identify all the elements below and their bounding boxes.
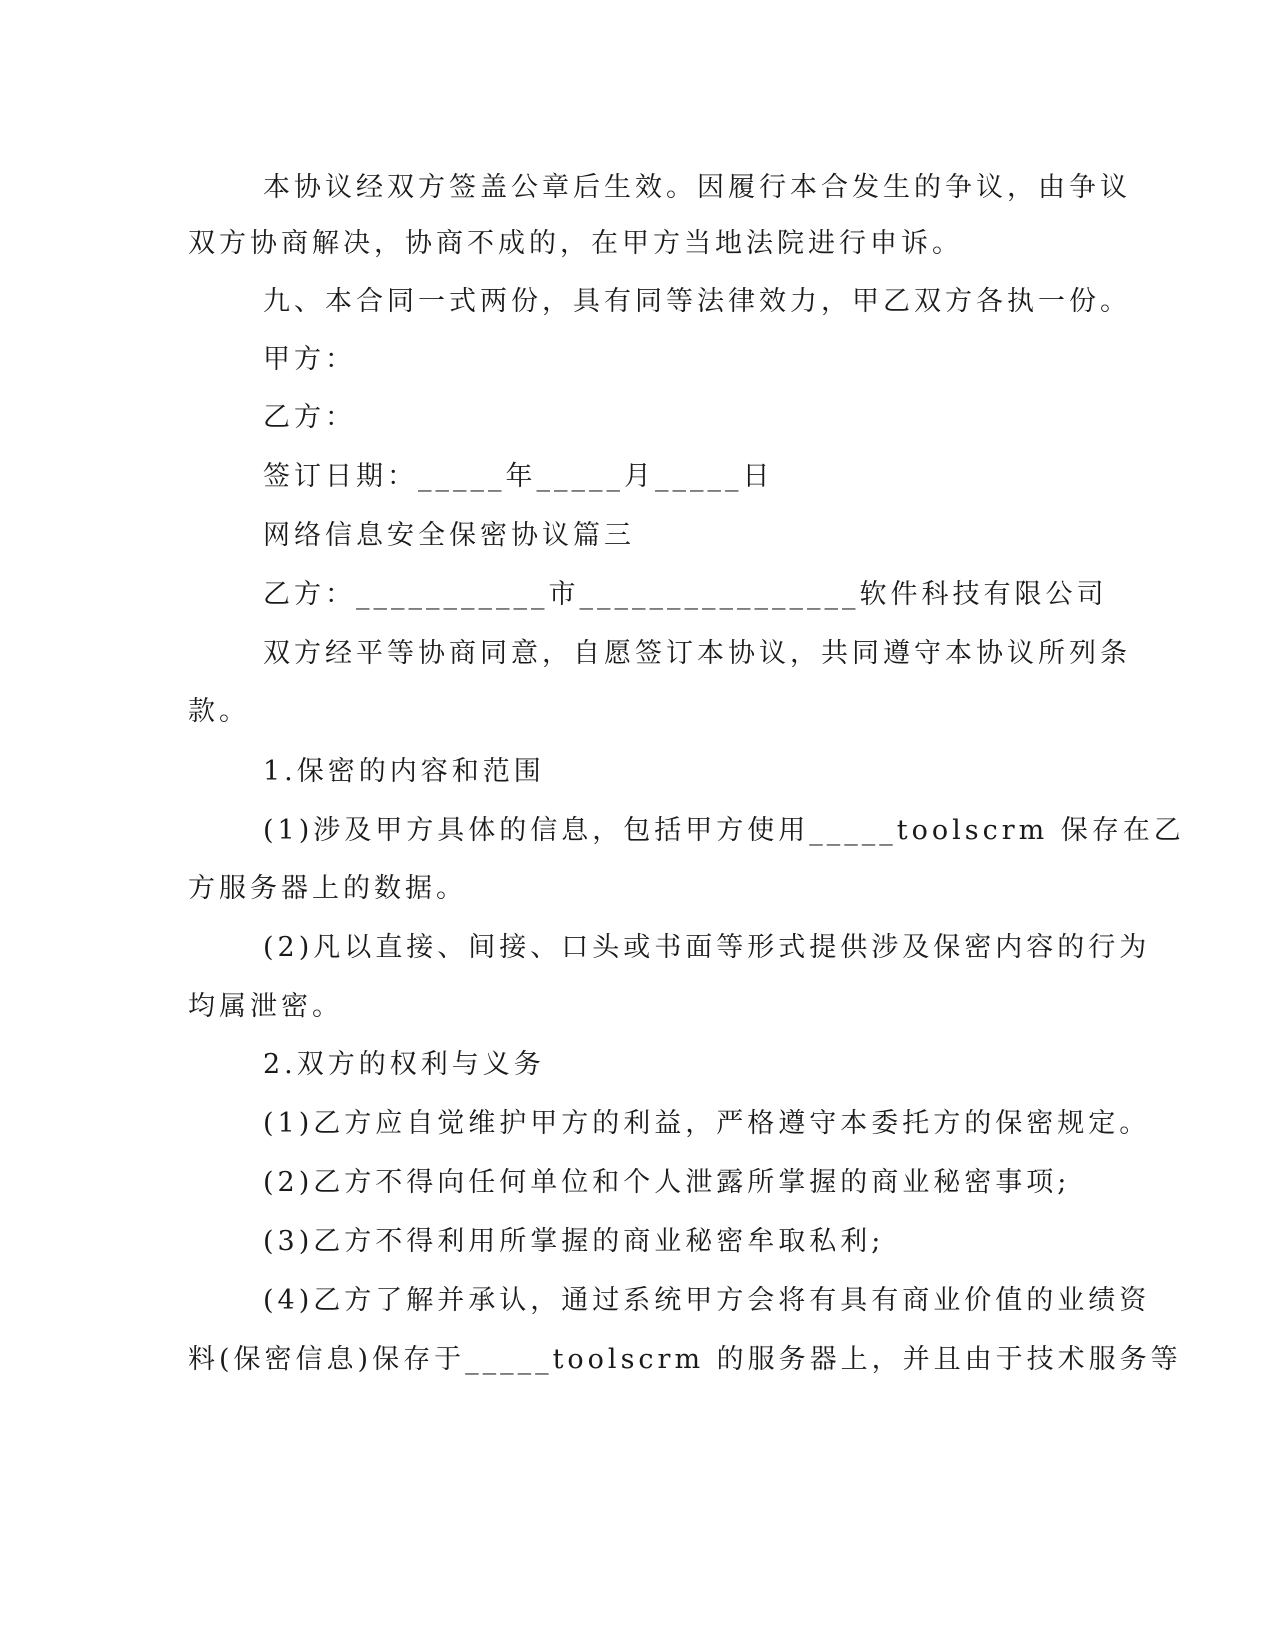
paragraph-line: 料(保密信息)保存于_____toolscrm 的服务器上，并且由于技术服务等 (188, 1344, 1182, 1375)
party-b-company-line: 乙方：___________市________________软件科技有限公司 (263, 579, 1108, 610)
section-title: 网络信息安全保密协议篇三 (263, 520, 635, 551)
paragraph-line: (2)凡以直接、间接、口头或书面等形式提供涉及保密内容的行为 (263, 932, 1151, 963)
paragraph-line: 九、本合同一式两份，具有同等法律效力，甲乙双方各执一份。 (263, 286, 1131, 317)
paragraph-line: (2)乙方不得向任何单位和个人泄露所掌握的商业秘密事项; (263, 1167, 1071, 1198)
paragraph-line: 双方经平等协商同意，自愿签订本协议，共同遵守本协议所列条 (263, 638, 1131, 669)
paragraph-line: (4)乙方了解并承认，通过系统甲方会将有具有商业价值的业绩资 (263, 1285, 1151, 1316)
paragraph-line: 双方协商解决，协商不成的，在甲方当地法院进行申诉。 (188, 228, 963, 259)
party-a-label: 甲方： (263, 344, 356, 375)
paragraph-line: (3)乙方不得利用所掌握的商业秘密牟取私利; (263, 1226, 885, 1257)
paragraph-line: 本协议经双方签盖公章后生效。因履行本合发生的争议，由争议 (263, 172, 1131, 203)
paragraph-line: 均属泄密。 (188, 991, 343, 1022)
paragraph-line: 款。 (188, 696, 250, 727)
paragraph-line: 方服务器上的数据。 (188, 873, 467, 904)
paragraph-line: (1)涉及甲方具体的信息，包括甲方使用_____toolscrm 保存在乙 (263, 815, 1185, 846)
clause-heading: 2.双方的权利与义务 (263, 1049, 545, 1080)
signing-date-line: 签订日期：_____年_____月_____日 (263, 461, 774, 492)
clause-heading: 1.保密的内容和范围 (263, 756, 545, 787)
paragraph-line: (1)乙方应自觉维护甲方的利益，严格遵守本委托方的保密规定。 (263, 1108, 1151, 1139)
party-b-label: 乙方： (263, 402, 356, 433)
